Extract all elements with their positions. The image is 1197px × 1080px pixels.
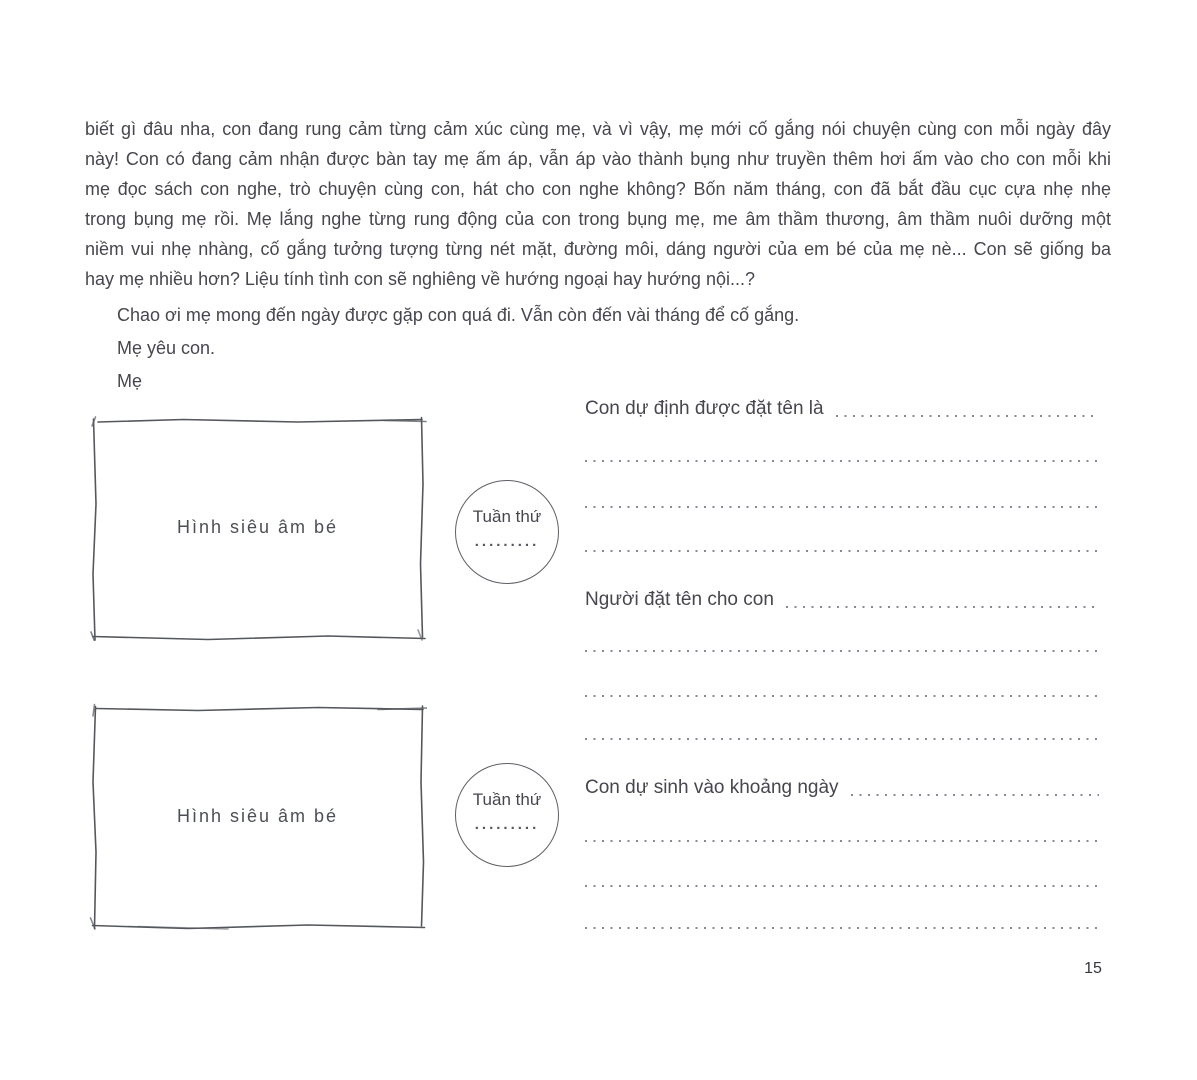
- field-name-giver: [585, 587, 1099, 613]
- blank-writing-line: [585, 927, 1099, 929]
- paragraph-line: mẹ đọc sách con nghe, trò chuyện cùng con, hát cho con nghe không? Bốn năm tháng, con đã bắt đầu cục cựa nhẹ nhẹ: [85, 179, 1111, 199]
- week-dots: .........: [474, 816, 540, 833]
- page-number: 15: [1084, 960, 1102, 977]
- photo-placeholder-label: Hình siêu âm bé: [176, 805, 339, 826]
- blank-writing-line: [786, 606, 1099, 608]
- field-label: Con dự sinh vào khoảng ngày: [585, 777, 839, 798]
- blank-writing-line: [585, 506, 1099, 508]
- blank-writing-line: [585, 885, 1099, 887]
- blank-writing-line: [585, 840, 1099, 842]
- week-number-circle: [455, 480, 559, 584]
- photo-placeholder-label: Hình siêu âm bé: [176, 517, 339, 537]
- paragraph-line: hay mẹ nhiều hơn? Liệu tính tình con sẽ nghiêng về hướng ngoại hay hướng nội...?: [85, 269, 755, 289]
- week-number-circle: [455, 763, 559, 867]
- blank-writing-line: [585, 550, 1099, 552]
- field-label: Người đặt tên cho con: [585, 589, 774, 610]
- closing-line: Chao ơi mẹ mong đến ngày được gặp con quá đi. Vẫn còn đến vài tháng để cố gắng.: [117, 305, 800, 325]
- week-label: Tuần thứ: [472, 790, 542, 809]
- paragraph-line: biết gì đâu nha, con đang rung cảm từng cảm xúc cùng mẹ, và vì vậy, mẹ mới cố gắng nói chuyện cùng con mỗi ngày đây: [85, 119, 1111, 139]
- field-due-date: [585, 775, 1099, 801]
- paragraph-line: này! Con có đang cảm nhận được bàn tay mẹ ấm áp, vẫn áp vào thành bụng như truyền thêm hơi ấm vào cho con mỗi khi: [85, 149, 1111, 169]
- field-label: Con dự định được đặt tên là: [585, 398, 824, 419]
- blank-writing-line: [836, 415, 1099, 417]
- ultrasound-photo-box: [88, 414, 427, 641]
- blank-writing-line: [585, 738, 1099, 740]
- blank-writing-line: [585, 460, 1099, 462]
- blank-writing-line: [585, 695, 1099, 697]
- week-label: Tuần thứ: [472, 507, 542, 526]
- blank-writing-line: [585, 650, 1099, 652]
- field-baby-name: [585, 396, 1099, 422]
- closing-line: Mẹ: [117, 371, 143, 391]
- blank-writing-line: [851, 794, 1099, 796]
- paragraph-line: trong bụng mẹ rồi. Mẹ lắng nghe từng rung động của con trong bụng mẹ, me âm thầm thương, âm thầm nuôi dưỡng một: [85, 209, 1111, 229]
- paragraph-line: niềm vui nhẹ nhàng, cố gắng tưởng tượng từng nét mặt, đường môi, dáng người của em bé của mẹ nè... Con sẽ giống ba: [85, 239, 1111, 259]
- closing-line: Mẹ yêu con.: [117, 338, 216, 358]
- ultrasound-photo-box: [88, 702, 427, 930]
- week-dots: .........: [474, 533, 540, 550]
